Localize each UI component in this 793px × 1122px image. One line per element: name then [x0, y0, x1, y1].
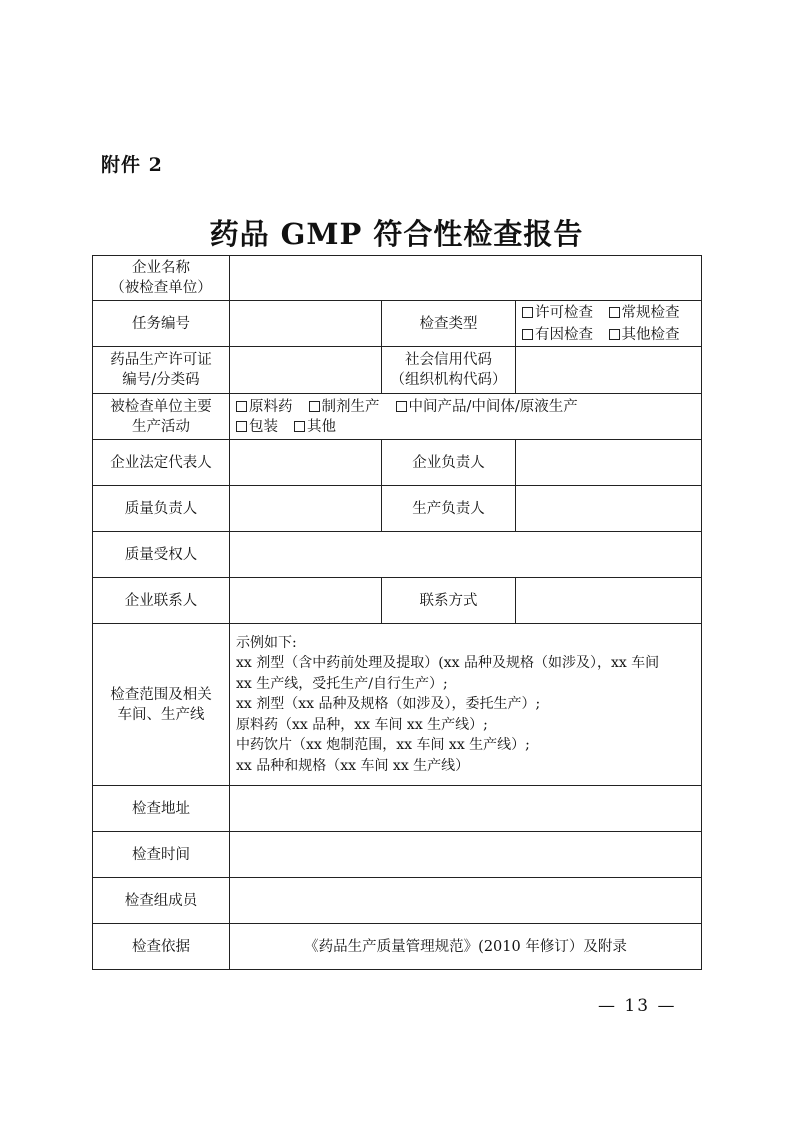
- scope-line: xx 剂型（xx 品种及规格（如涉及），委托生产）;: [236, 696, 541, 713]
- license-number-label: 药品生产许可证 编号/分类码: [93, 347, 230, 394]
- row-address: [93, 786, 702, 832]
- page-number: — 13 —: [598, 996, 677, 1016]
- inspection-type-options: [516, 301, 702, 347]
- inspection-time-label: 检查时间: [93, 832, 230, 878]
- production-head-label: 生产负责人: [382, 486, 516, 532]
- inspection-address-field[interactable]: [230, 786, 702, 832]
- attachment-label: 附件 2: [101, 154, 163, 176]
- inspection-time-field[interactable]: [230, 832, 702, 878]
- checkbox-icon: [522, 307, 533, 318]
- company-name-label: 企业名称 （被检查单位）: [93, 256, 230, 301]
- quality-head-field[interactable]: [230, 486, 382, 532]
- inspection-address-label: 检查地址: [93, 786, 230, 832]
- credit-code-label: 社会信用代码 （组织机构代码）: [382, 347, 516, 394]
- row-members: [93, 878, 702, 924]
- contact-person-field[interactable]: [230, 578, 382, 624]
- checkbox-icon: [309, 401, 320, 412]
- checkbox-routine-inspection[interactable]: 常规检查: [609, 303, 696, 323]
- quality-head-label: 质量负责人: [93, 486, 230, 532]
- company-head-field[interactable]: [516, 440, 702, 486]
- legal-representative-field[interactable]: [230, 440, 382, 486]
- contact-person-label: 企业联系人: [93, 578, 230, 624]
- company-name-field[interactable]: [230, 256, 702, 301]
- checkbox-api[interactable]: 原料药: [236, 397, 293, 417]
- production-head-field[interactable]: [516, 486, 702, 532]
- task-number-label: 任务编号: [93, 301, 230, 347]
- checkbox-icon: [396, 401, 407, 412]
- report-title: 药品 GMP 符合性检查报告: [209, 217, 584, 251]
- inspection-team-field[interactable]: [230, 878, 702, 924]
- main-activity-label: 被检查单位主要 生产活动: [93, 394, 230, 440]
- contact-method-label: 联系方式: [382, 578, 516, 624]
- inspection-team-label: 检查组成员: [93, 878, 230, 924]
- checkbox-formulation[interactable]: 制剂生产: [309, 397, 380, 417]
- row-license: [93, 347, 702, 394]
- legal-representative-label: 企业法定代表人: [93, 440, 230, 486]
- main-activity-options: [230, 394, 702, 440]
- checkbox-packaging[interactable]: 包装: [236, 417, 278, 437]
- checkbox-other-inspection[interactable]: 其他检查: [609, 325, 696, 345]
- scope-line: xx 生产线，受托生产/自行生产）;: [236, 675, 448, 692]
- scope-line: xx 剂型（含中药前处理及提取）(xx 品种及规格（如涉及），xx 车间: [236, 655, 660, 672]
- checkbox-for-cause-inspection[interactable]: 有因检查: [522, 325, 609, 345]
- checkbox-other-activity[interactable]: 其他: [294, 417, 336, 437]
- license-number-field[interactable]: [230, 347, 382, 394]
- inspection-type-label: 检查类型: [382, 301, 516, 347]
- scope-field[interactable]: [230, 624, 702, 786]
- checkbox-icon: [609, 307, 620, 318]
- row-time: [93, 832, 702, 878]
- row-legal-rep: [93, 440, 702, 486]
- task-number-field[interactable]: [230, 301, 382, 347]
- qualified-person-field[interactable]: [230, 532, 702, 578]
- row-company: [93, 256, 702, 301]
- row-scope: [93, 624, 702, 786]
- scope-line: xx 品种和规格（xx 车间 xx 生产线）: [236, 757, 470, 774]
- company-head-label: 企业负责人: [382, 440, 516, 486]
- scope-label: 检查范围及相关 车间、生产线: [93, 624, 230, 786]
- qualified-person-label: 质量受权人: [93, 532, 230, 578]
- row-activity: [93, 394, 702, 440]
- checkbox-intermediate[interactable]: 中间产品/中间体/原液生产: [396, 397, 578, 417]
- inspection-report-table: [92, 255, 702, 970]
- row-qualified-person: [93, 532, 702, 578]
- inspection-basis-label: 检查依据: [93, 924, 230, 970]
- checkbox-icon: [236, 421, 247, 432]
- row-task: [93, 301, 702, 347]
- checkbox-icon: [236, 401, 247, 412]
- checkbox-icon: [609, 329, 620, 340]
- row-contact: [93, 578, 702, 624]
- checkbox-icon: [522, 329, 533, 340]
- row-basis: [93, 924, 702, 970]
- scope-line: 中药饮片（xx 炮制范围，xx 车间 xx 生产线）;: [236, 737, 530, 754]
- contact-method-field[interactable]: [516, 578, 702, 624]
- inspection-basis-value: 《药品生产质量管理规范》(2010 年修订）及附录: [230, 924, 702, 970]
- checkbox-license-inspection[interactable]: 许可检查: [522, 303, 609, 323]
- checkbox-icon: [294, 421, 305, 432]
- scope-line: 原料药（xx 品种，xx 车间 xx 生产线）;: [236, 716, 488, 733]
- row-quality-head: [93, 486, 702, 532]
- credit-code-field[interactable]: [516, 347, 702, 394]
- scope-line: 示例如下:: [236, 634, 297, 651]
